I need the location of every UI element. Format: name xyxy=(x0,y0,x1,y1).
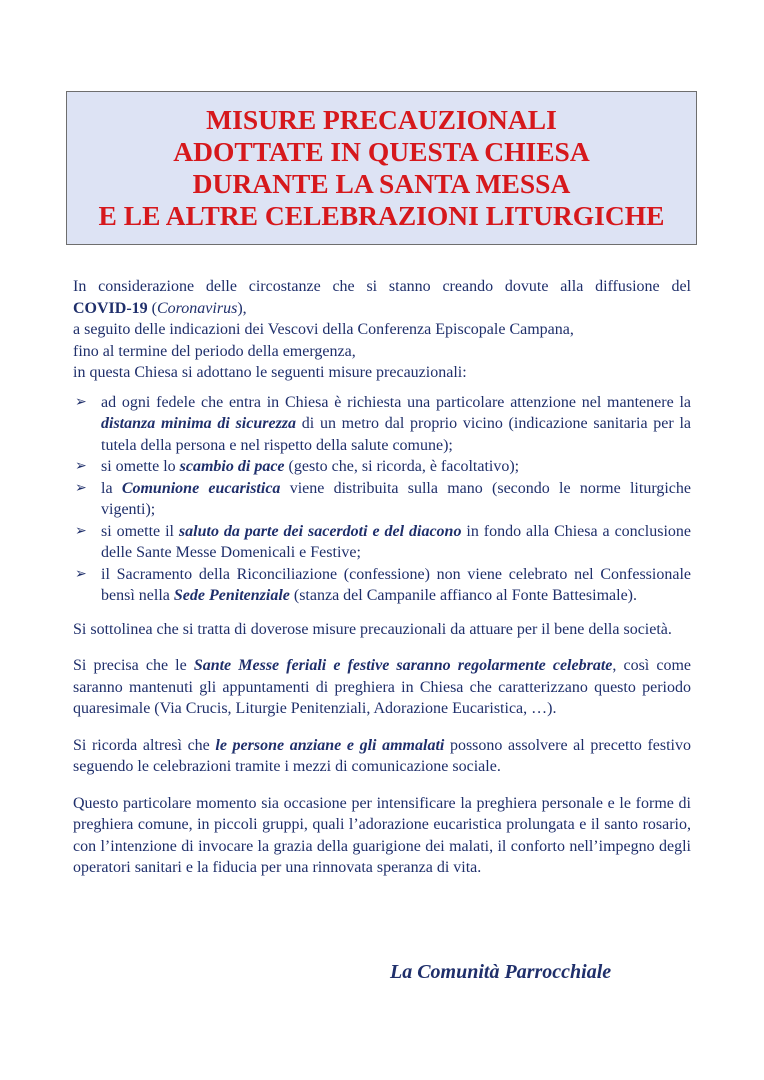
list-item xyxy=(73,564,691,607)
paragraph-prayer: Questo particolare momento sia occasione per intensificare la preghiera personale e le forme di preghiera comune, in piccoli gruppi, quali l’adorazione eucaristica prolungata e il santo rosario, con l’intenzione di invocare la grazia della guarigione dei malati, il conforto nell’impegno degli operatori sanitari e la fiducia per una rinnovata speranza di vita. xyxy=(73,794,691,876)
paren-open: ( xyxy=(147,299,157,317)
intro-line: a seguito delle indicazioni dei Vescovi della Conferenza Episcopale Campana, xyxy=(73,321,574,338)
arrow-bullet-icon: ➢ xyxy=(75,393,87,410)
paragraph-emphasis: Sante Messe feriali e festive saranno regolarmente celebrate xyxy=(193,657,613,674)
rule-text: la xyxy=(101,479,122,497)
coronavirus-label: Coronavirus xyxy=(157,299,238,317)
intro-line: fino al termine del periodo della emergenza, xyxy=(73,342,356,360)
intro-line: in questa Chiesa si adottano le seguenti misure precauzionali: xyxy=(73,364,467,381)
rule-text: in fondo alla Chiesa a conclusione delle Sante Messe Domenicali e Festive; xyxy=(101,522,692,561)
title-line: DURANTE LA SANTA MESSA xyxy=(192,168,571,199)
rule-text: di un metro dal proprio vicino (indicazione sanitaria per la tutela della persona e nel rispetto della salute comune); xyxy=(101,415,691,454)
rule-text: si omette il xyxy=(101,522,179,540)
arrow-bullet-icon: ➢ xyxy=(75,565,87,582)
covid-label: COVID-19 xyxy=(73,299,148,317)
list-item xyxy=(73,392,691,457)
intro-line xyxy=(73,298,691,320)
paragraph-text: Si precisa che le xyxy=(73,657,194,674)
paragraph-text: possono assolvere al precetto festivo seguendo le celebrazioni tramite i mezzi di comunicazione sociale. xyxy=(73,736,691,775)
paragraph-masses xyxy=(73,655,691,720)
rule-emphasis: scambio di pace xyxy=(179,458,285,475)
rule-text: viene distribuita sulla mano (secondo le norme liturgiche vigenti); xyxy=(101,479,692,518)
rule-emphasis: distanza minima di sicurezza xyxy=(101,415,297,432)
rule-text: ad ogni fedele che entra in Chiesa è richiesta una particolare attenzione nel mantenere la xyxy=(101,393,691,411)
list-item xyxy=(73,478,691,521)
list-item xyxy=(73,456,691,478)
rules-list xyxy=(73,392,691,607)
rule-text: (gesto che, si ricorda, è facoltativo); xyxy=(284,458,520,475)
rule-emphasis: saluto da parte dei sacerdoti e del diacono xyxy=(178,522,462,540)
arrow-bullet-icon: ➢ xyxy=(75,522,87,539)
paragraph-text: Si ricorda altresì che xyxy=(73,736,216,754)
title-line: E LE ALTRE CELEBRAZIONI LITURGICHE xyxy=(98,200,665,231)
signature: La Comunità Parrocchiale xyxy=(390,961,612,983)
paragraph-elderly xyxy=(73,735,691,778)
rule-emphasis: Sede Penitenziale xyxy=(173,587,290,604)
arrow-bullet-icon: ➢ xyxy=(75,458,87,474)
paren-close: ), xyxy=(237,299,247,317)
paragraph-emphasis: le persone anziane e gli ammalati xyxy=(215,736,445,754)
rule-text: il Sacramento della Riconciliazione (confessione) non viene celebrato nel Confessionale bensì nella xyxy=(101,565,691,604)
rule-text: (stanza del Campanile affianco al Fonte Battesimale). xyxy=(289,587,637,604)
title-box xyxy=(66,91,697,245)
body-content xyxy=(73,276,691,894)
list-item xyxy=(73,521,691,564)
rule-emphasis: Comunione eucaristica xyxy=(121,479,281,497)
intro-paragraph xyxy=(73,276,691,384)
intro-line: In considerazione delle circostanze che si stanno creando dovute alla diffusione del xyxy=(73,278,691,295)
rule-text: si omette lo xyxy=(101,458,180,475)
arrow-bullet-icon: ➢ xyxy=(75,479,87,496)
title-line: ADOTTATE IN QUESTA CHIESA xyxy=(173,136,590,167)
title-line: MISURE PRECAUZIONALI xyxy=(206,104,557,135)
paragraph-text: , così come saranno mantenuti gli appuntamenti di preghiera in Chiesa che caratterizzano questo periodo quaresimale (Via Crucis, Liturgie Penitenziali, Adorazione Eucaristica, …). xyxy=(73,657,692,717)
paragraph-precautions: Si sottolinea che si tratta di doverose misure precauzionali da attuare per il bene della società. xyxy=(73,620,672,638)
